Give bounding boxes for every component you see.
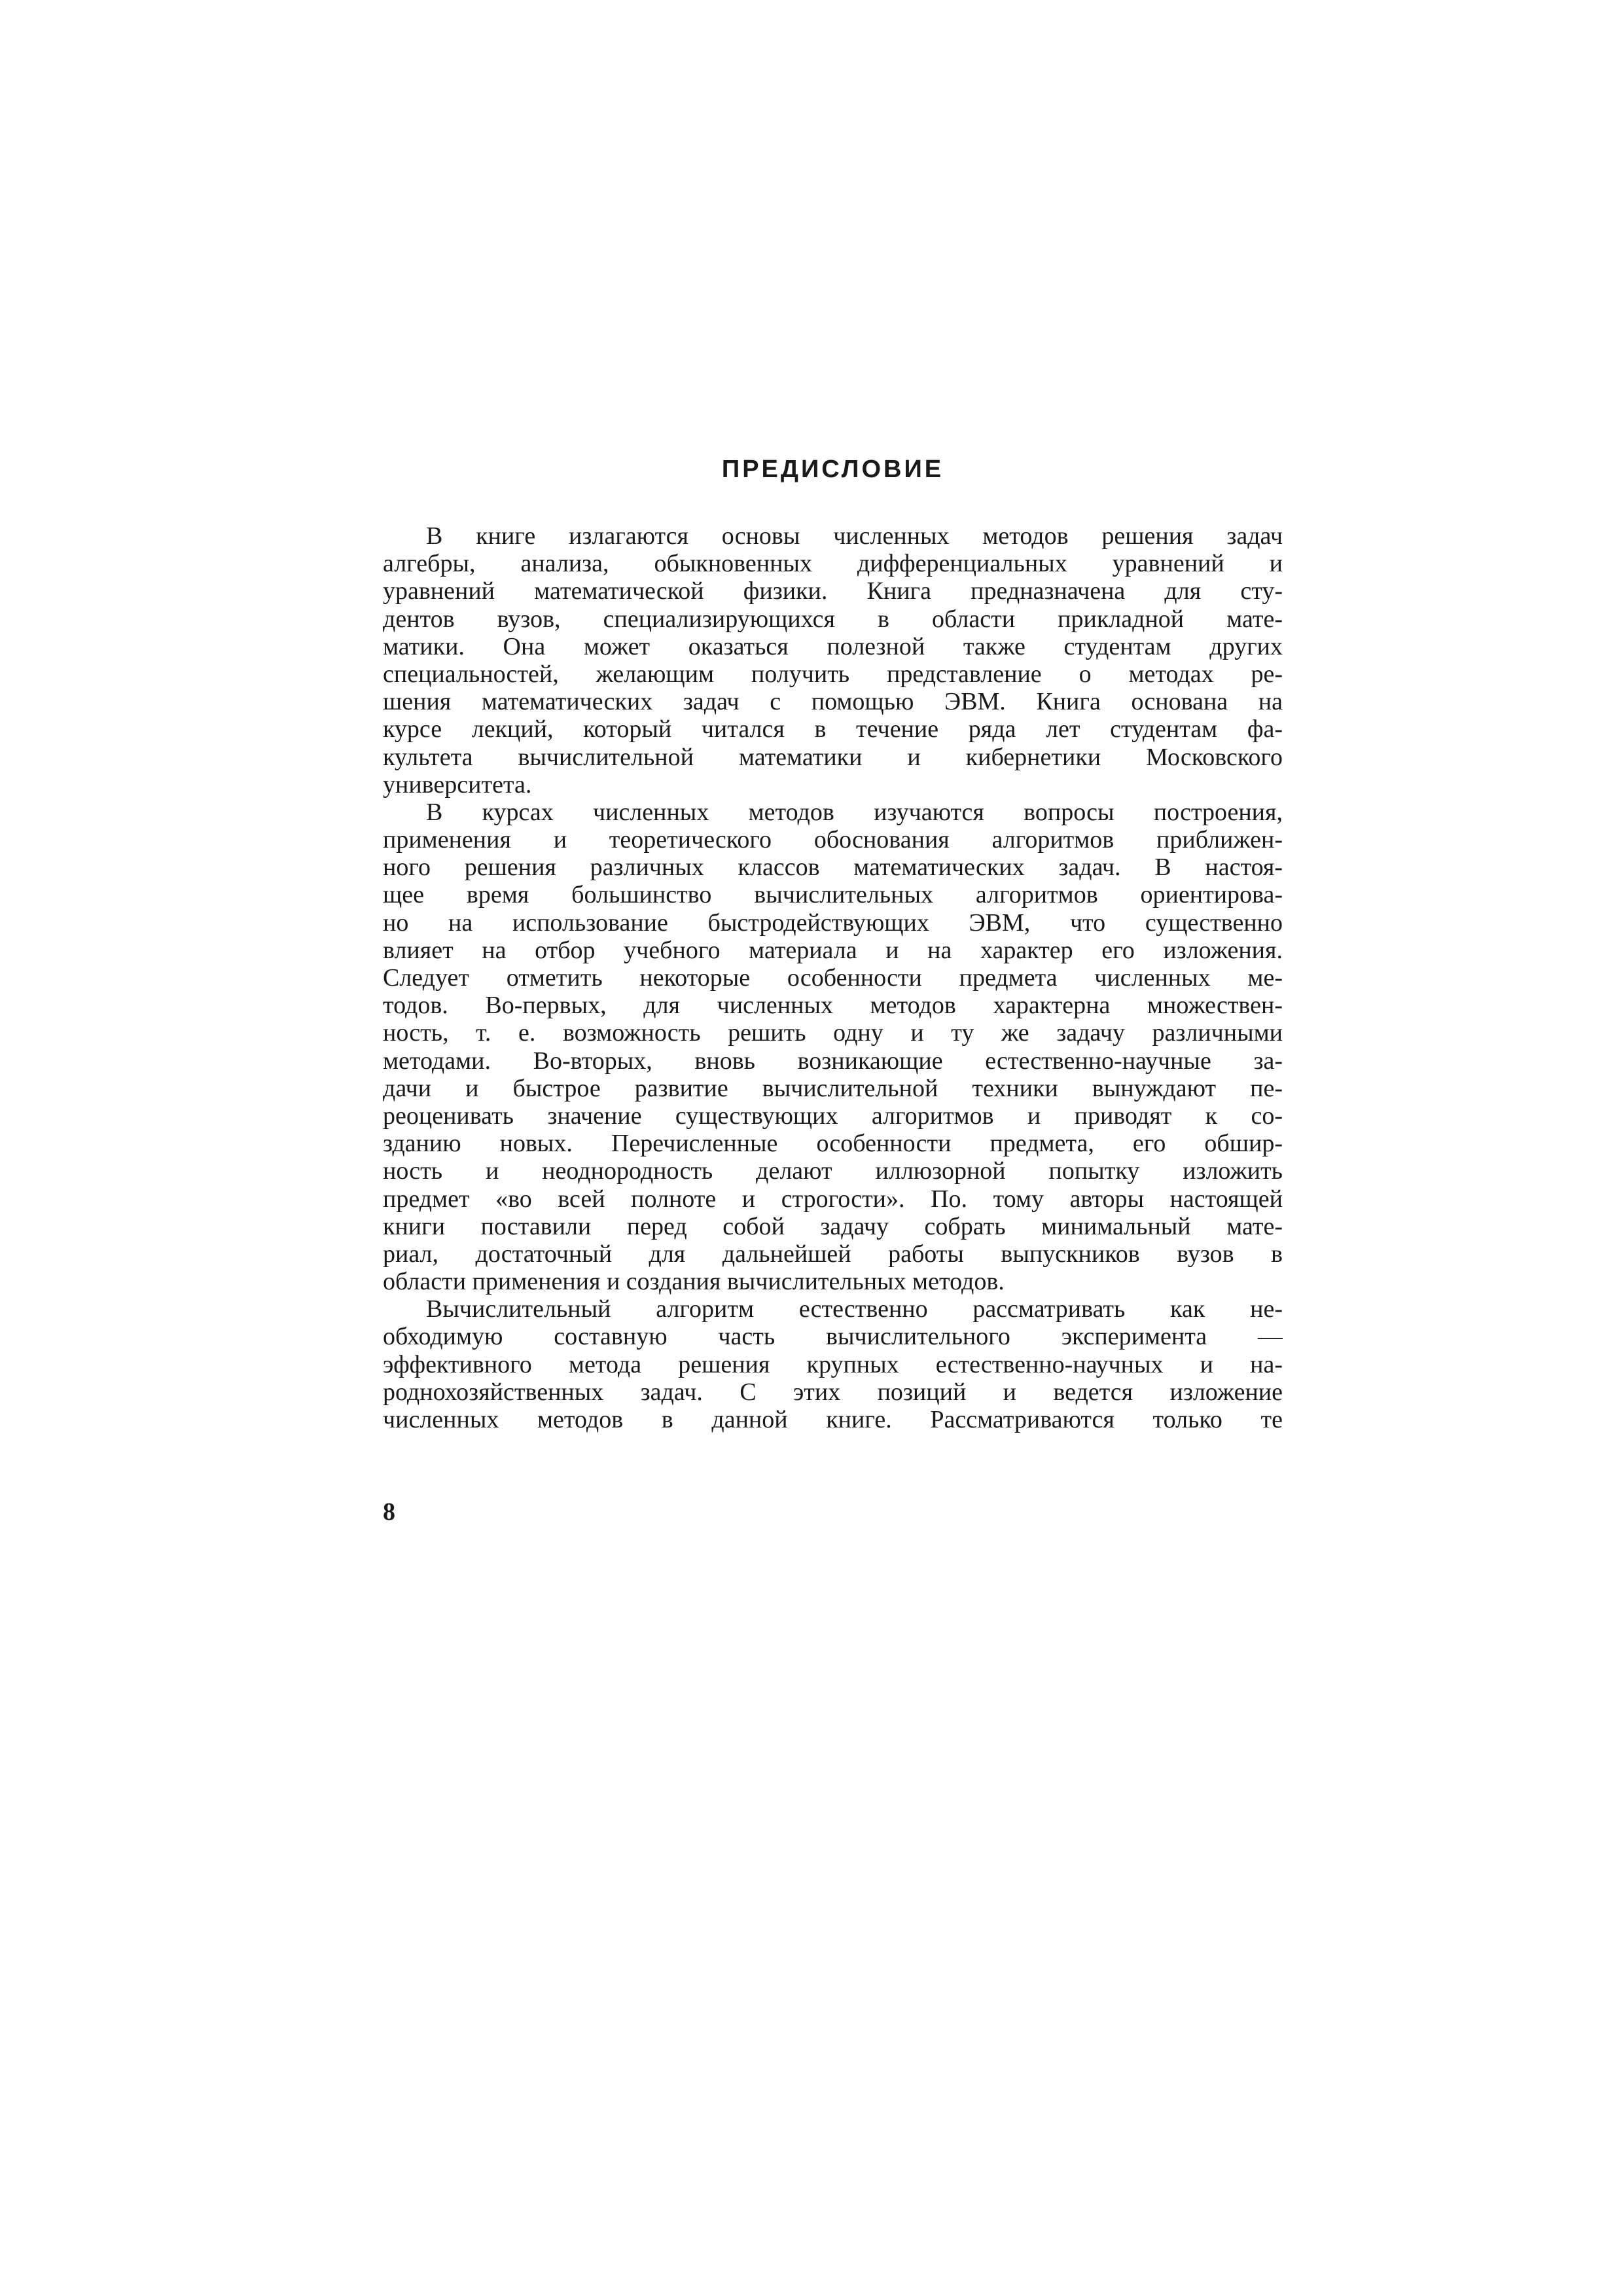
text-line: ного решения различных классов математических задач. В настоя-: [383, 853, 1283, 882]
text-line: эффективного метода решения крупных естественно-научных и на-: [383, 1350, 1283, 1378]
text-line: области применения и создания вычислительных методов.: [383, 1268, 1005, 1296]
paragraph-3: [383, 1295, 1283, 1433]
paragraph-1: [383, 522, 1283, 798]
text-line: риал, достаточный для дальнейшей работы выпускников вузов в: [383, 1240, 1283, 1268]
text-line: численных методов в данной книге. Рассматриваются только те: [383, 1406, 1283, 1433]
text-line: дачи и быстрое развитие вычислительной техники вынуждают пе-: [383, 1074, 1283, 1102]
text-line: курсе лекций, который читался в течение ряда лет студентам фа-: [383, 715, 1283, 744]
text-line: специальностей, желающим получить представление о методах ре-: [383, 660, 1283, 688]
text-line: ность, т. е. возможность решить одну и ту же задачу различными: [383, 1019, 1283, 1047]
text-line: книги поставили перед собой задачу собрать минимальный мате-: [383, 1212, 1283, 1240]
text-line: шения математических задач с помощью ЭВМ. Книга основана на: [383, 688, 1283, 716]
text-line: университета.: [383, 770, 532, 798]
text-line: матики. Она может оказаться полезной также студентам других: [383, 632, 1283, 660]
text-line: дентов вузов, специализирующихся в области прикладной мате-: [383, 605, 1283, 633]
text-line: предмет «во всей полноте и строгости». По. тому авторы настоящей: [383, 1185, 1283, 1213]
text-line: но на использование быстродействующих ЭВМ, что существенно: [383, 908, 1283, 937]
text-line: В книге излагаются основы численных методов решения задач: [426, 522, 1283, 550]
text-line: Вычислительный алгоритм естественно рассматривать как не-: [426, 1295, 1283, 1323]
text-line: зданию новых. Перечисленные особенности предмета, его обшир-: [383, 1130, 1283, 1158]
text-line: щее время большинство вычислительных алгоритмов ориентирова-: [383, 881, 1283, 909]
text-line: алгебры, анализа, обыкновенных дифференциальных уравнений и: [383, 550, 1283, 578]
text-line: методами. Во-вторых, вновь возникающие естественно-научные за-: [383, 1047, 1283, 1075]
body-text: [383, 522, 1283, 1433]
text-line: Следует отметить некоторые особенности предмета численных ме-: [383, 964, 1283, 992]
text-line: тодов. Во-первых, для численных методов характерна множествен-: [383, 992, 1283, 1020]
text-line: реоценивать значение существующих алгоритмов и приводят к со-: [383, 1102, 1283, 1130]
text-line: применения и теоретического обоснования алгоритмов приближен-: [383, 826, 1283, 854]
text-line: обходимую составную часть вычислительного эксперимента —: [383, 1323, 1283, 1351]
text-line: ность и неоднородность делают иллюзорной попытку изложить: [383, 1157, 1283, 1185]
page-heading: ПРЕДИСЛОВИЕ: [721, 456, 944, 483]
text-line: влияет на отбор учебного материала и на характер его изложения.: [383, 936, 1283, 964]
text-line: уравнений математической физики. Книга предназначена для сту-: [383, 577, 1283, 605]
paragraph-2: [383, 798, 1283, 1295]
text-line: В курсах численных методов изучаются вопросы построения,: [426, 798, 1283, 826]
page-number: 8: [383, 1498, 395, 1526]
text-line: роднохозяйственных задач. С этих позиций и ведется изложение: [383, 1378, 1283, 1406]
text-line: культета вычислительной математики и кибернетики Московского: [383, 743, 1283, 771]
